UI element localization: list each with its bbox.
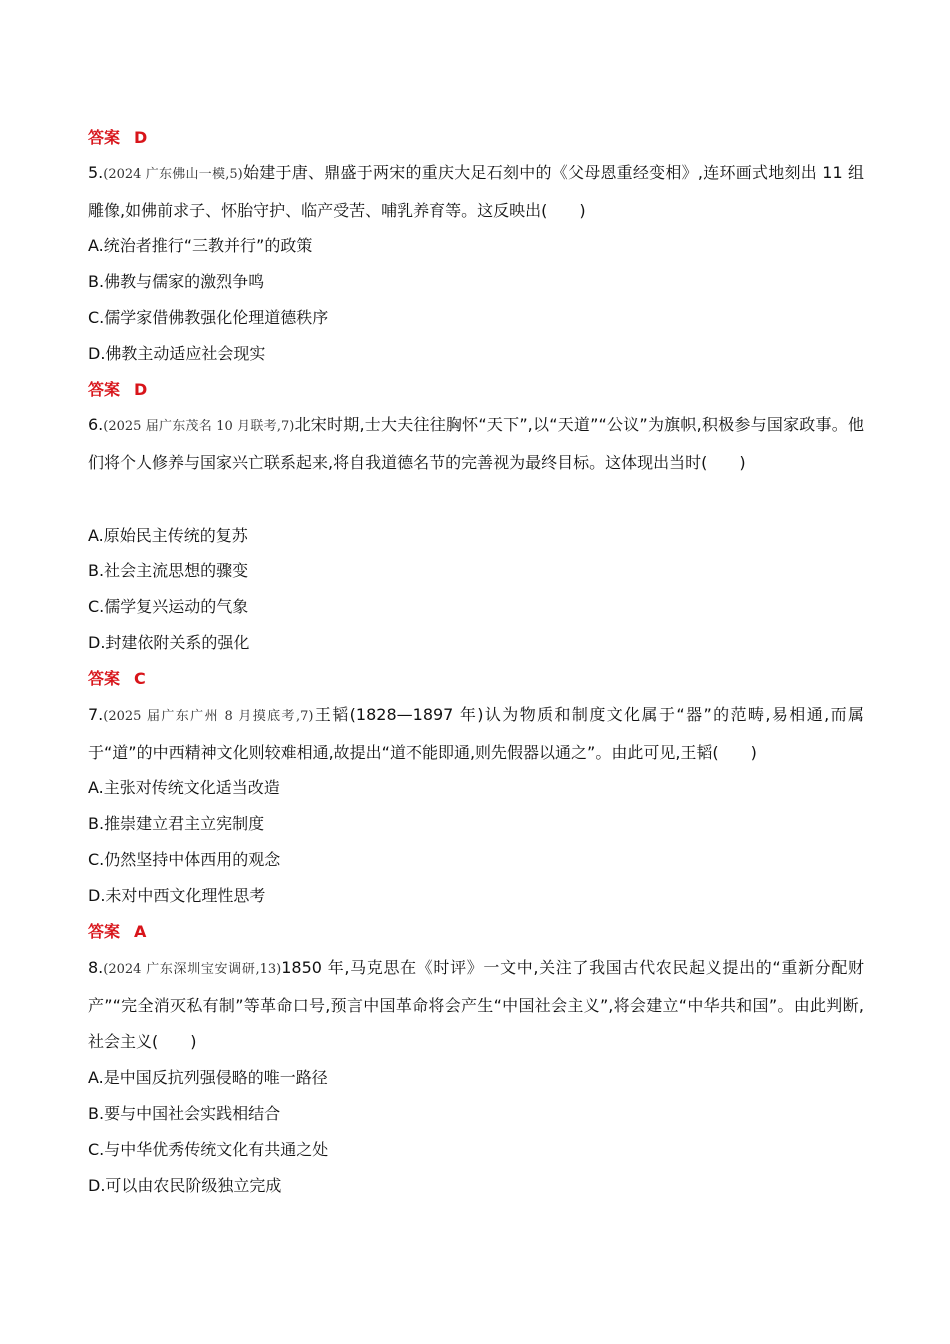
question-source: (2025 届广东广州 8 月摸底考,7) xyxy=(103,709,314,724)
question-text: 王韬(1828—1897 年)认为物质和制度文化属于“器”的范畴,易相通,而属于“道”的中西精神文化则较难相通,故提出“道不能即通,则先假器以通之”。由此可见,王韬( ) xyxy=(88,705,864,762)
question-8-option-a: A.是中国反抗列强侵略的唯一路径 xyxy=(88,1068,328,1087)
question-6-option-b: B.社会主流思想的骤变 xyxy=(88,561,249,580)
question-number: 6. xyxy=(88,415,104,434)
answer-line xyxy=(88,128,147,148)
question-7-option-c: C.仍然坚持中体西用的观念 xyxy=(88,850,281,869)
answer-value: D xyxy=(134,128,148,147)
question-text: 1850 年,马克思在《时评》一文中,关注了我国古代农民起义提出的“重新分配财产”“完全消灭私有制”等革命口号,预言中国革命将会产生“中国社会主义”,将会建立“中华共和国”。由此判断,社会主义( ) xyxy=(88,958,864,1051)
question-5-option-b: B.佛教与儒家的激烈争鸣 xyxy=(88,272,265,291)
question-7-option-a: A.主张对传统文化适当改造 xyxy=(88,778,280,797)
question-5-stem xyxy=(88,155,864,229)
question-source: (2025 届广东茂名 10 月联考,7) xyxy=(103,419,295,434)
answer-value: A xyxy=(134,922,147,941)
question-8-option-d: D.可以由农民阶级独立完成 xyxy=(88,1176,282,1195)
question-5-answer xyxy=(88,380,147,400)
answer-label: 答案 xyxy=(88,669,121,688)
question-6-answer xyxy=(88,669,146,689)
question-7-option-d: D.未对中西文化理性思考 xyxy=(88,886,266,905)
answer-label: 答案 xyxy=(88,922,121,941)
question-number: 7. xyxy=(88,705,104,724)
question-6-option-a: A.原始民主传统的复苏 xyxy=(88,526,248,545)
question-6-option-c: C.儒学复兴运动的气象 xyxy=(88,597,249,616)
question-5-option-d: D.佛教主动适应社会现实 xyxy=(88,344,266,363)
question-7-option-b: B.推崇建立君主立宪制度 xyxy=(88,814,265,833)
question-6-stem xyxy=(88,407,864,481)
question-text: 始建于唐、鼎盛于两宋的重庆大足石刻中的《父母恩重经变相》,连环画式地刻出 11 组雕像,如佛前求子、怀胎守护、临产受苦、哺乳养育等。这反映出( ) xyxy=(88,163,865,220)
question-7-answer xyxy=(88,922,146,942)
question-7-stem xyxy=(88,697,864,771)
question-text: 北宋时期,士大夫往往胸怀“天下”,以“天道”“公议”为旗帜,积极参与国家政事。他们将个人修养与国家兴亡联系起来,将自我道德名节的完善视为最终目标。这体现出当时( ) xyxy=(88,415,864,472)
question-number: 8. xyxy=(88,958,104,977)
answer-label: 答案 xyxy=(88,128,121,147)
question-5-option-c: C.儒学家借佛教强化伦理道德秩序 xyxy=(88,308,329,327)
question-source: (2024 广东佛山一模,5) xyxy=(103,167,243,182)
question-6-option-d: D.封建依附关系的强化 xyxy=(88,633,250,652)
question-8-option-c: C.与中华优秀传统文化有共通之处 xyxy=(88,1140,329,1159)
question-number: 5. xyxy=(88,163,104,182)
answer-value: C xyxy=(134,669,146,688)
question-5-option-a: A.统治者推行“三教并行”的政策 xyxy=(88,236,313,255)
question-source: (2024 广东深圳宝安调研,13) xyxy=(103,962,282,977)
question-8-stem xyxy=(88,950,864,1060)
answer-label: 答案 xyxy=(88,380,121,399)
answer-value: D xyxy=(134,380,148,399)
question-8-option-b: B.要与中国社会实践相结合 xyxy=(88,1104,281,1123)
